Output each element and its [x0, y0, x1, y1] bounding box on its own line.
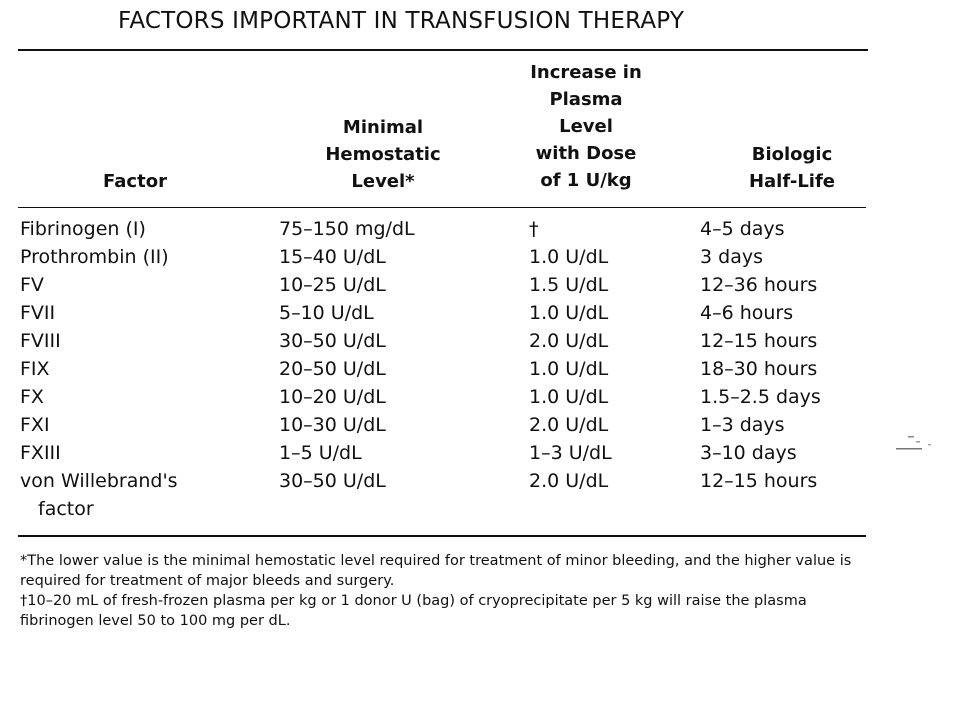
- cell-half-life: 4–6 hours: [700, 302, 794, 324]
- cell-increase: 1–3 U/dL: [529, 442, 612, 464]
- cell-half-life: 12–15 hours: [700, 330, 818, 352]
- cell-half-life: 4–5 days: [700, 218, 785, 240]
- scan-specks: [888, 432, 938, 454]
- cell-half-life: 1.5–2.5 days: [700, 386, 821, 408]
- cell-increase: 1.0 U/dL: [529, 246, 609, 268]
- cell-factor: FIX: [20, 358, 50, 380]
- cell-half-life: 1–3 days: [700, 414, 785, 436]
- cell-factor: von Willebrand's: [20, 470, 178, 492]
- cell-factor: Fibrinogen (I): [20, 218, 146, 240]
- top-rule: [18, 49, 868, 51]
- cell-factor-continuation: factor: [38, 498, 94, 520]
- cell-factor: FXI: [20, 414, 50, 436]
- cell-increase: 2.0 U/dL: [529, 470, 609, 492]
- cell-increase: 1.5 U/dL: [529, 274, 609, 296]
- header-factor: Factor: [103, 171, 167, 192]
- cell-minimal: 10–25 U/dL: [279, 274, 386, 296]
- cell-half-life: 18–30 hours: [700, 358, 818, 380]
- cell-minimal: 10–20 U/dL: [279, 386, 386, 408]
- cell-half-life: 12–36 hours: [700, 274, 818, 296]
- cell-minimal: 10–30 U/dL: [279, 414, 386, 436]
- cell-minimal: 5–10 U/dL: [279, 302, 374, 324]
- header-minimal-level: Minimal Hemostatic Level*: [325, 117, 441, 192]
- cell-factor: FV: [20, 274, 44, 296]
- cell-minimal: 20–50 U/dL: [279, 358, 386, 380]
- cell-factor: Prothrombin (II): [20, 246, 169, 268]
- cell-minimal: 30–50 U/dL: [279, 330, 386, 352]
- cell-half-life: 3–10 days: [700, 442, 797, 464]
- footnotes: [20, 551, 866, 631]
- cell-minimal: 75–150 mg/dL: [279, 218, 415, 240]
- cell-factor: FX: [20, 386, 44, 408]
- page-title: FACTORS IMPORTANT IN TRANSFUSION THERAPY: [118, 8, 685, 34]
- cell-increase: †: [529, 218, 539, 240]
- cell-minimal: 30–50 U/dL: [279, 470, 386, 492]
- cell-factor: FVII: [20, 302, 56, 324]
- cell-increase: 1.0 U/dL: [529, 386, 609, 408]
- footnote-asterisk: *The lower value is the minimal hemostatic level required for treatment of minor bleeding, and the higher value is required for treatment of major bleeds and surgery.: [20, 553, 852, 589]
- bottom-rule: [18, 535, 866, 537]
- cell-minimal: 1–5 U/dL: [279, 442, 362, 464]
- cell-increase: 1.0 U/dL: [529, 358, 609, 380]
- cell-increase: 1.0 U/dL: [529, 302, 609, 324]
- cell-factor: FXIII: [20, 442, 61, 464]
- cell-minimal: 15–40 U/dL: [279, 246, 386, 268]
- cell-half-life: 3 days: [700, 246, 763, 268]
- header-half-life: Biologic Half-Life: [748, 144, 836, 192]
- cell-increase: 2.0 U/dL: [529, 414, 609, 436]
- cell-half-life: 12–15 hours: [700, 470, 818, 492]
- cell-increase: 2.0 U/dL: [529, 330, 609, 352]
- footnote-dagger: †10–20 mL of fresh-frozen plasma per kg or 1 donor U (bag) of cryoprecipitate per 5 kg will raise the plasma fibrinogen level 50 to 100 mg per dL.: [20, 593, 807, 629]
- header-rule: [18, 207, 866, 208]
- header-increase-plasma-level: Increase in Plasma Level with Dose of 1 U/kg: [530, 62, 642, 191]
- cell-factor: FVIII: [20, 330, 61, 352]
